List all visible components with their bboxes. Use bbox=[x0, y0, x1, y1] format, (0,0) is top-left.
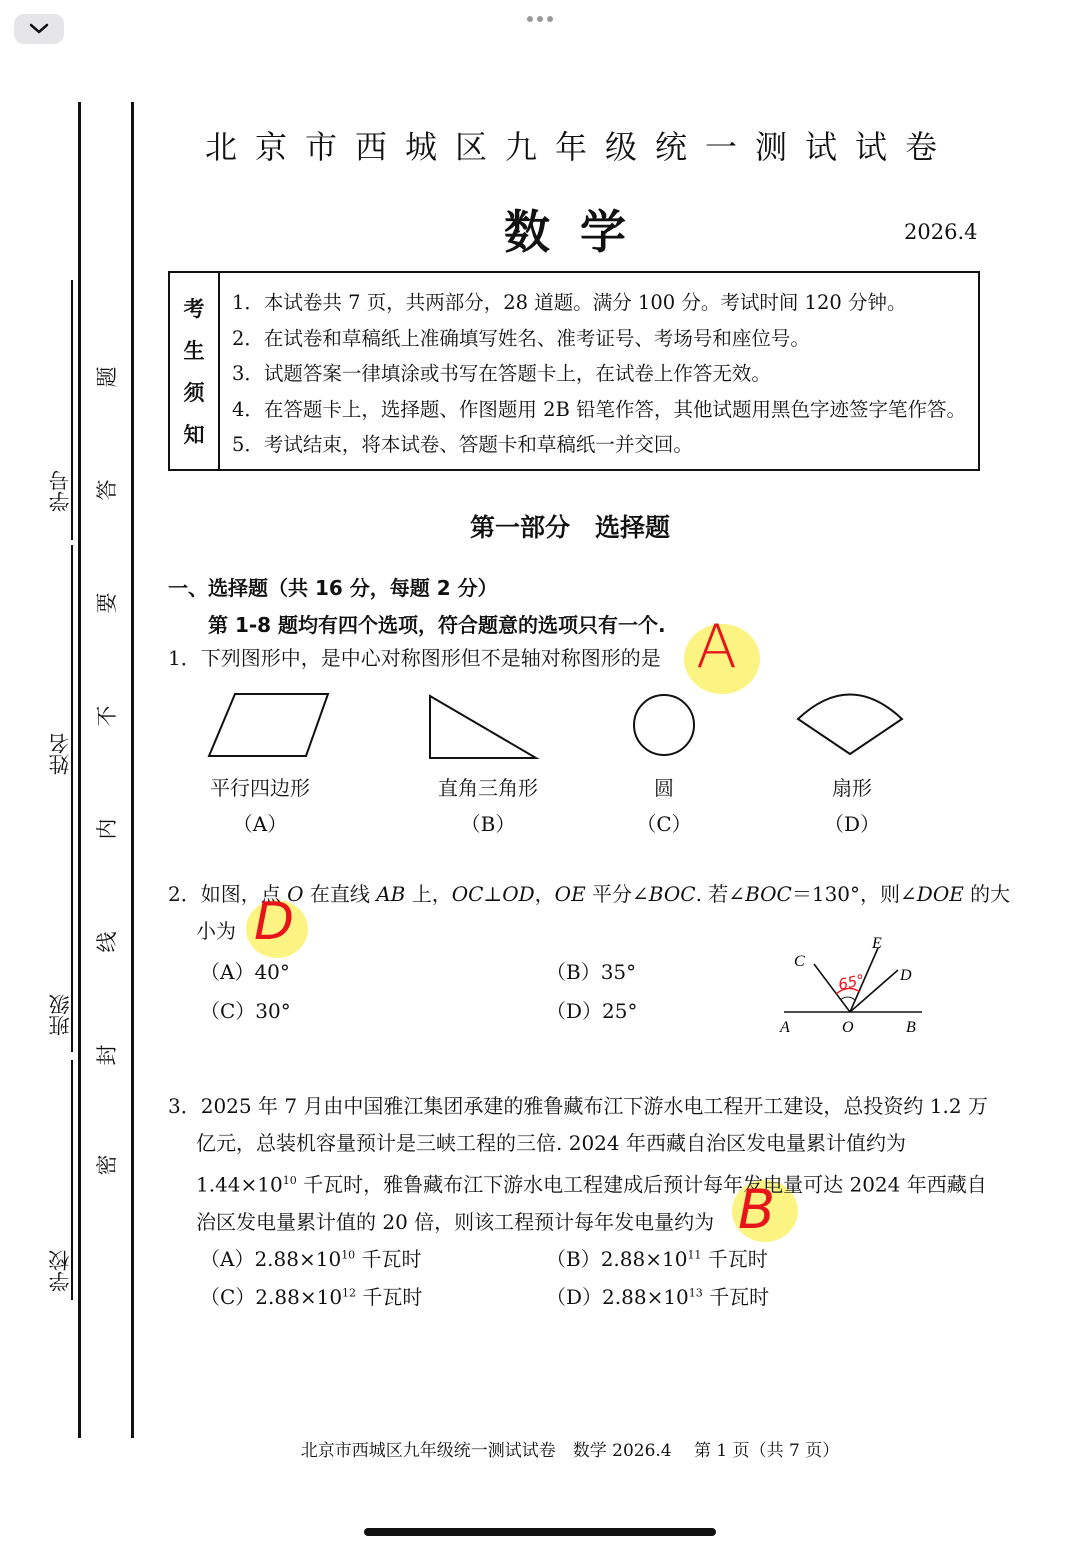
figure-label-e: E bbox=[872, 935, 882, 952]
q3-line: 3．2025 年 7 月由中国雅江集团承建的雅鲁藏布江下游水电工程开工建设，总投资约 1.2 万 bbox=[168, 1094, 988, 1118]
instruction-item: 3．试题答案一律填涂或书写在答题卡上，在试卷上作答无效。 bbox=[232, 362, 771, 385]
option-text: （A）2.88×10 bbox=[200, 1247, 342, 1271]
q3-text: 千瓦时，雅鲁藏布江下游水电工程建成后预计每年发电量可达 2024 年西藏自 bbox=[296, 1172, 987, 1197]
option-exponent: 10 bbox=[341, 1248, 356, 1262]
choice-label-a bbox=[180, 770, 340, 842]
instruction-item: 1．本试卷共 7 页，共两部分，28 道题。满分 100 分。考试时间 120 分钟。 bbox=[232, 291, 907, 314]
instruction-item: 4．在答题卡上，选择题、作图题用 2B 铅笔作答，其他试题用黑色字迹签字笔作答。 bbox=[232, 397, 967, 421]
seal-char: 内 bbox=[95, 818, 119, 840]
figure-label-d: D bbox=[900, 967, 912, 984]
handwritten-answer-q2: D bbox=[254, 892, 295, 952]
q3-option-c bbox=[200, 1281, 422, 1310]
shape-name: 圆 bbox=[654, 776, 674, 800]
page-footer: 北京市西城区九年级统一测试试卷 数学 2026.4 第 1 页（共 7 页） bbox=[300, 1441, 840, 1461]
option-text: （B）2.88×10 bbox=[546, 1247, 688, 1271]
q3-option-d bbox=[546, 1281, 769, 1310]
instructions-label-char: 生 bbox=[183, 339, 205, 363]
instructions-list bbox=[232, 285, 972, 463]
handwritten-angle: 65° bbox=[836, 970, 867, 994]
option-text: （C）2.88×10 bbox=[200, 1285, 343, 1309]
instruction-item: 5．考试结束，将本试卷、答题卡和草稿纸一并交回。 bbox=[232, 433, 693, 456]
q2-text: 上， bbox=[405, 882, 452, 906]
seal-char: 封 bbox=[95, 1044, 119, 1066]
q2-text: ， bbox=[534, 882, 555, 906]
q3-option-b bbox=[546, 1243, 768, 1272]
circle-figure bbox=[630, 688, 700, 762]
q3-line: 亿元，总装机容量预计是三峡工程的三倍. 2024 年西藏自治区发电量累计值约为 bbox=[196, 1131, 906, 1155]
figure-label-o: O bbox=[842, 1019, 854, 1036]
option-exponent: 11 bbox=[687, 1248, 702, 1262]
instructions-box bbox=[168, 271, 980, 471]
shape-name: 直角三角形 bbox=[438, 776, 538, 800]
option-text: （D）2.88×10 bbox=[546, 1285, 689, 1309]
angle-figure bbox=[770, 930, 930, 1040]
instruction-item: 2．在试卷和草稿纸上准确填写姓名、准考证号、考场号和座位号。 bbox=[232, 326, 810, 350]
seal-field-label: 班级 bbox=[48, 994, 72, 1036]
q2-text: ＝130°，则∠ bbox=[791, 882, 917, 906]
seal-char: 答 bbox=[95, 479, 119, 501]
q2-math: DOE bbox=[916, 882, 964, 906]
q2-text: 2．如图，点 bbox=[168, 882, 288, 906]
q2-math: O bbox=[287, 882, 304, 906]
right-triangle-figure bbox=[424, 690, 544, 766]
q2-text: 在直线 bbox=[303, 882, 377, 906]
option-unit: 千瓦时 bbox=[701, 1247, 768, 1271]
choice-letter: （B） bbox=[460, 812, 516, 836]
instructions-label-char: 须 bbox=[183, 381, 205, 405]
instructions-label-char: 考 bbox=[183, 297, 205, 321]
q2-text: . 若∠ bbox=[695, 882, 746, 906]
instructions-label-char: 知 bbox=[183, 423, 205, 447]
subject-title: 数学 bbox=[504, 205, 656, 259]
section-note: 第 1-8 题均有四个选项，符合题意的选项只有一个. bbox=[208, 613, 666, 637]
seal-char: 密 bbox=[95, 1154, 119, 1176]
instructions-label bbox=[170, 273, 220, 469]
sector-figure bbox=[790, 686, 910, 762]
option-exponent: 12 bbox=[342, 1286, 357, 1300]
question-3-stem bbox=[168, 1088, 988, 1241]
parallelogram-figure bbox=[200, 688, 340, 764]
question-1-stem: 1．下列图形中，是中心对称图形但不是轴对称图形的是 bbox=[168, 646, 661, 670]
q2-text: 平分∠ bbox=[585, 882, 649, 906]
option-unit: 千瓦时 bbox=[356, 1285, 423, 1309]
seal-char: 线 bbox=[95, 931, 119, 953]
part-title: 第一部分 选择题 bbox=[469, 513, 670, 542]
class-field[interactable] bbox=[40, 994, 80, 1036]
choice-label-d bbox=[772, 770, 932, 842]
q2-math: AB bbox=[376, 882, 406, 906]
exam-date: 2026.4 bbox=[904, 220, 978, 244]
option-unit: 千瓦时 bbox=[355, 1247, 422, 1271]
section-heading: 一、选择题（共 16 分，每题 2 分） bbox=[168, 576, 498, 600]
q2-option-d: （D）25° bbox=[546, 999, 638, 1023]
q2-option-c: （C）30° bbox=[200, 999, 291, 1023]
q2-math: OE bbox=[554, 882, 586, 906]
choice-letter: （C） bbox=[636, 812, 692, 836]
choice-letter: （A） bbox=[232, 812, 288, 836]
q3-number: 1.44×10 bbox=[196, 1172, 283, 1197]
q3-line: 治区发电量累计值的 20 倍，则该工程预计每年发电量约为 bbox=[196, 1209, 715, 1234]
q2-math: OC⊥OD bbox=[451, 882, 535, 906]
q3-option-a bbox=[200, 1243, 422, 1272]
q2-math: BOC bbox=[745, 882, 792, 906]
choice-letter: （D） bbox=[823, 812, 881, 836]
choice-label-b bbox=[408, 770, 568, 842]
seal-char: 题 bbox=[95, 366, 119, 388]
shape-name: 平行四边形 bbox=[210, 776, 310, 800]
q2-option-b: （B）35° bbox=[546, 960, 637, 984]
handwritten-answer-q3: B bbox=[738, 1178, 776, 1241]
student-id-field[interactable] bbox=[40, 470, 80, 512]
figure-label-a: A bbox=[780, 1019, 790, 1036]
home-indicator[interactable] bbox=[364, 1528, 716, 1536]
student-name-field[interactable] bbox=[40, 733, 80, 775]
choice-label-c bbox=[584, 770, 744, 842]
handwritten-answer-q1: A bbox=[696, 612, 738, 682]
figure-label-b: B bbox=[906, 1019, 916, 1036]
shape-name: 扇形 bbox=[832, 776, 872, 800]
seal-char: 要 bbox=[95, 592, 119, 614]
seal-char: 不 bbox=[95, 705, 119, 727]
option-exponent: 13 bbox=[688, 1286, 703, 1300]
binding-line-right bbox=[131, 102, 134, 1438]
option-unit: 千瓦时 bbox=[702, 1285, 770, 1309]
q2-math: BOC bbox=[648, 882, 696, 906]
seal-field-label: 姓名 bbox=[48, 733, 72, 775]
q3-exponent: 10 bbox=[282, 1174, 297, 1187]
seal-field-label: 学号 bbox=[48, 470, 72, 512]
question-2-stem-line2: 小为 bbox=[196, 919, 236, 943]
figure-label-c: C bbox=[794, 953, 805, 970]
q2-option-a: （A）40° bbox=[200, 960, 290, 984]
school-field[interactable] bbox=[40, 1250, 80, 1292]
q3-line bbox=[168, 1162, 988, 1204]
q2-text: 的大 bbox=[963, 882, 1011, 906]
exam-title: 北京市西城区九年级统一测试试卷 bbox=[204, 128, 955, 166]
seal-field-label: 学校 bbox=[48, 1250, 72, 1292]
